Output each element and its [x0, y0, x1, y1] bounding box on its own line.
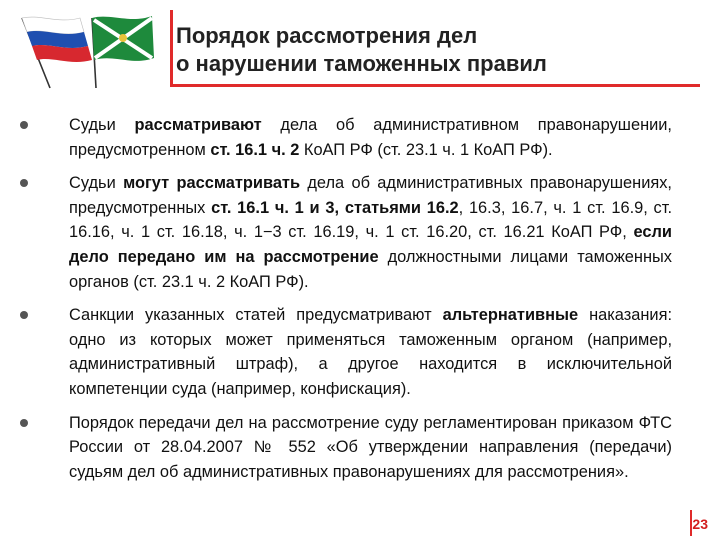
bullet-text-part: должностными лицами таможенных органов (ст. 23.1 ч. 2 КоАП РФ). [69, 247, 672, 291]
customs-flag-icon [92, 16, 154, 88]
bullet-text-bold: если дело передано им на рассмотрение [69, 223, 672, 266]
bullet-text-part: дела об административных правонарушениях, предусмотренных [69, 174, 672, 217]
bullet-text [69, 174, 672, 290]
bullet-text-bold: рассматривают [134, 116, 262, 134]
bullet-list [20, 113, 672, 493]
bullet-text-bold: ст. 16.1 ч. 2 [210, 140, 300, 159]
bullet-item [20, 113, 672, 162]
title-accent-vertical [170, 10, 173, 87]
bullet-item [20, 171, 672, 294]
title-underline [170, 84, 700, 87]
bullet-text-part: Судьи [69, 116, 135, 134]
bullet-text-part: КоАП РФ (ст. 23.1 ч. 1 КоАП РФ). [299, 140, 553, 159]
bullet-text-bold: ст. 16.1 ч. 1 и 3, статьями 16.2 [211, 198, 459, 217]
bullet-text-bold: могут рассматривать [123, 174, 301, 193]
bullet-marker-icon [20, 419, 28, 427]
title-line-1: Порядок рассмотрения дел [176, 23, 478, 48]
bullet-marker-icon [20, 179, 28, 187]
page-number: 23 [692, 516, 708, 532]
bullet-text [69, 414, 672, 481]
flags-logo [10, 10, 160, 90]
bullet-text-part: Санкции указанных статей предусматривают [69, 306, 443, 325]
title-line-2: о нарушении таможенных правил [176, 51, 547, 76]
bullet-text [69, 116, 672, 159]
bullet-text-part: Судьи [69, 174, 124, 193]
bullet-text-part: , 16.3, 16.7, ч. 1 ст. 16.9, ст. 16.16, ч. 1 ст. 16.18, ч. 1−3 ст. 16.19, ч. 1 ст. 16.20, ст. 16.21 КоАП РФ, [69, 198, 672, 242]
bullet-text-bold: альтернативные [442, 306, 579, 325]
bullet-marker-icon [20, 311, 28, 319]
bullet-text-part: Порядок передачи дел на рассмотрение суду регламентирован приказом ФТС России от 28.04.2007 № 552 «Об утверждении направления (передачи) судьям дел об административных правонарушениях для рассмотрения». [69, 413, 672, 481]
page-title [176, 22, 696, 78]
bullet-text-part: дела об административном правонарушении, предусмотренном [69, 116, 672, 159]
russian-flag-icon [22, 17, 92, 88]
bullet-text-part: наказания: одно из которых может применяться таможенным органом (например, административный штраф), а другое находится в исключительной компетенции суда (например, конфискация). [69, 306, 672, 398]
bullet-text [69, 306, 672, 398]
bullet-marker-icon [20, 121, 28, 129]
bullet-item [20, 303, 672, 401]
bullet-item [20, 411, 672, 485]
